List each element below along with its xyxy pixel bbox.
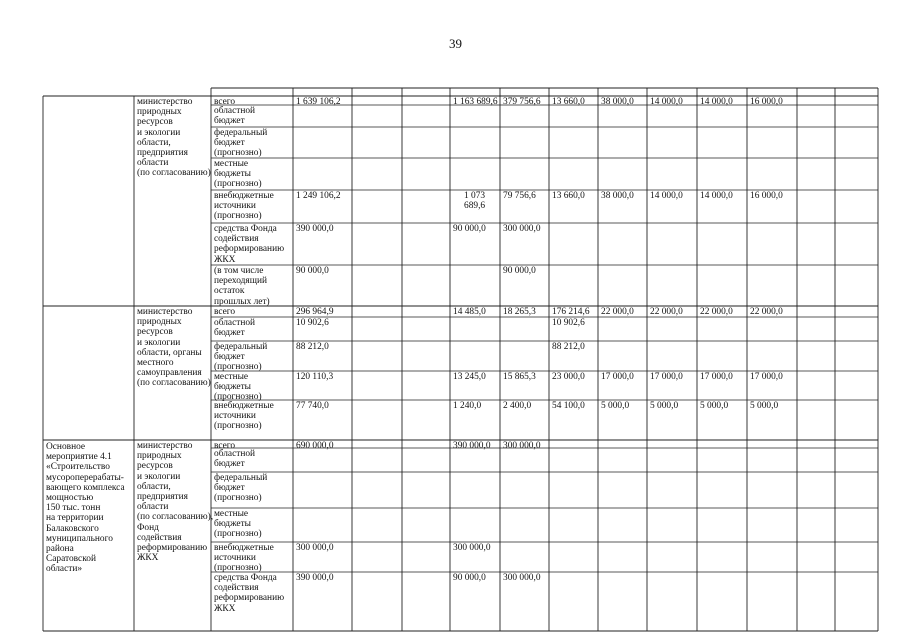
value-cell: 13 660,0 xyxy=(552,191,585,201)
event-cell: Основное мероприятие 4.1 «Строительство мусороперерабаты- вающего комплекса мощностью 150 тыс. тонн на территории Балаковского муниципального района Саратовской области» xyxy=(46,442,125,575)
value-cell: 54 100,0 xyxy=(552,401,585,411)
value-cell: 300 000,0 xyxy=(453,543,491,553)
source-cell: средства Фонда содействия реформированию ЖКХ xyxy=(214,573,285,614)
value-cell: 14 000,0 xyxy=(650,97,683,107)
source-cell: всего xyxy=(214,97,236,107)
source-cell: (в том числе переходящий остаток прошлых лет) xyxy=(214,266,270,307)
value-cell: 14 485,0 xyxy=(453,307,486,317)
source-cell: внебюджетные источники (прогнозно) xyxy=(214,401,274,432)
agency-cell: министерство природных ресурсов и экологии области, органы местного самоуправления (по согласованию) xyxy=(137,307,211,389)
value-cell: 79 756,6 xyxy=(503,191,536,201)
value-cell: 38 000,0 xyxy=(601,191,634,201)
source-cell: местные бюджеты (прогнозно) xyxy=(214,159,262,190)
value-cell: 5 000,0 xyxy=(650,401,679,411)
source-cell: областной бюджет xyxy=(214,318,256,339)
source-cell: федеральный бюджет (прогнозно) xyxy=(214,473,268,504)
total-cell: 77 740,0 xyxy=(296,401,329,411)
source-cell: всего xyxy=(214,307,236,317)
value-cell: 90 000,0 xyxy=(453,224,486,234)
value-cell: 88 212,0 xyxy=(552,342,585,352)
value-cell: 22 000,0 xyxy=(700,307,733,317)
total-cell: 390 000,0 xyxy=(296,224,334,234)
value-cell: 15 865,3 xyxy=(503,372,536,382)
total-cell: 1 249 106,2 xyxy=(296,191,341,201)
value-cell: 13 245,0 xyxy=(453,372,486,382)
value-cell: 2 400,0 xyxy=(503,401,532,411)
agency-cell: министерство природных ресурсов и экологии области, предприятия области (по согласованию) xyxy=(137,97,211,179)
value-cell: 5 000,0 xyxy=(700,401,729,411)
value-cell: 14 000,0 xyxy=(700,97,733,107)
value-cell: 300 000,0 xyxy=(503,573,541,583)
value-cell: 22 000,0 xyxy=(650,307,683,317)
value-cell: 17 000,0 xyxy=(700,372,733,382)
value-cell: 17 000,0 xyxy=(650,372,683,382)
value-cell: 38 000,0 xyxy=(601,97,634,107)
value-cell: 17 000,0 xyxy=(750,372,783,382)
source-cell: внебюджетные источники (прогнозно) xyxy=(214,543,274,574)
value-cell: 90 000,0 xyxy=(453,573,486,583)
total-cell: 390 000,0 xyxy=(296,573,334,583)
value-cell: 1 163 689,6 xyxy=(453,97,498,107)
total-cell: 300 000,0 xyxy=(296,543,334,553)
value-cell: 1 240,0 xyxy=(453,401,482,411)
value-cell: 17 000,0 xyxy=(601,372,634,382)
total-cell: 1 639 106,2 xyxy=(296,97,341,107)
source-cell: местные бюджеты (прогнозно) xyxy=(214,509,262,540)
total-cell: 88 212,0 xyxy=(296,342,329,352)
value-cell: 1 073 689,6 xyxy=(464,191,486,212)
source-cell: средства Фонда содействия реформированию ЖКХ xyxy=(214,224,285,265)
source-cell: всего xyxy=(214,441,236,451)
value-cell: 5 000,0 xyxy=(601,401,630,411)
page-number: 39 xyxy=(449,36,462,51)
source-cell: федеральный бюджет (прогнозно) xyxy=(214,342,268,373)
value-cell: 22 000,0 xyxy=(750,307,783,317)
value-cell: 23 000,0 xyxy=(552,372,585,382)
value-cell: 14 000,0 xyxy=(700,191,733,201)
source-cell: областной бюджет xyxy=(214,106,256,127)
value-cell: 176 214,6 xyxy=(552,307,590,317)
value-cell: 300 000,0 xyxy=(503,224,541,234)
value-cell: 22 000,0 xyxy=(601,307,634,317)
value-cell: 18 265,3 xyxy=(503,307,536,317)
total-cell: 690 000,0 xyxy=(296,441,334,451)
value-cell: 300 000,0 xyxy=(503,441,541,451)
value-cell: 5 000,0 xyxy=(750,401,779,411)
total-cell: 90 000,0 xyxy=(296,266,329,276)
value-cell: 14 000,0 xyxy=(650,191,683,201)
source-cell: федеральный бюджет (прогнозно) xyxy=(214,128,268,159)
value-cell: 16 000,0 xyxy=(750,191,783,201)
source-cell: внебюджетные источники (прогнозно) xyxy=(214,191,274,222)
value-cell: 90 000,0 xyxy=(503,266,536,276)
total-cell: 296 964,9 xyxy=(296,307,334,317)
agency-cell: министерство природных ресурсов и экологии области, предприятия области (по согласованию), Фонд содействия реформированию ЖКХ xyxy=(137,441,214,564)
value-cell: 13 660,0 xyxy=(552,97,585,107)
value-cell: 10 902,6 xyxy=(552,318,585,328)
value-cell: 16 000,0 xyxy=(750,97,783,107)
value-cell: 379 756,6 xyxy=(503,97,541,107)
value-cell: 390 000,0 xyxy=(453,441,491,451)
source-cell: областной бюджет xyxy=(214,449,256,470)
total-cell: 10 902,6 xyxy=(296,318,329,328)
source-cell: местные бюджеты (прогнозно) xyxy=(214,372,262,403)
total-cell: 120 110,3 xyxy=(296,372,334,382)
